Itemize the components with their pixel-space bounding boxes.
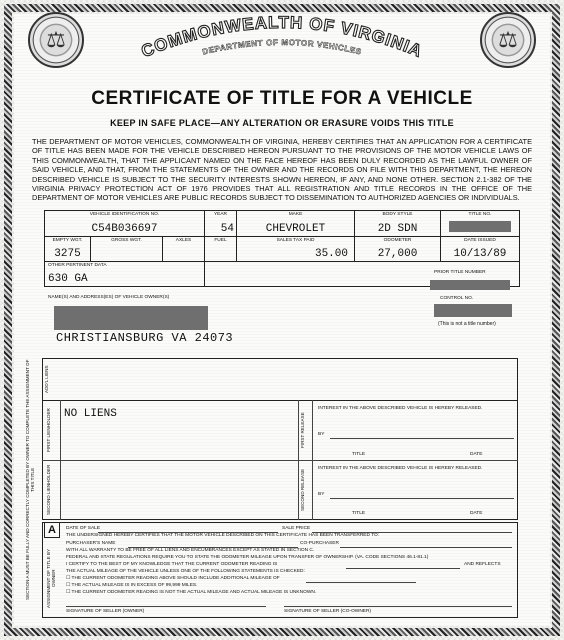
warning-text: KEEP IN SAFE PLACE—ANY ALTERATION OR ERASURE VOIDS THIS TITLE bbox=[110, 118, 454, 128]
title-no-redaction bbox=[449, 221, 511, 232]
prior-title-redaction bbox=[430, 280, 510, 290]
co-seller-signature-line[interactable] bbox=[284, 606, 512, 607]
second-by-label: BY bbox=[318, 492, 325, 497]
empty-wgt-value: 3275 bbox=[54, 248, 81, 260]
first-lien-value: NO LIENS bbox=[64, 408, 117, 420]
lien-label-divider bbox=[60, 400, 61, 520]
title-no-cell bbox=[441, 211, 519, 236]
co-purchaser-line[interactable] bbox=[340, 547, 512, 548]
second-by-line[interactable] bbox=[330, 498, 514, 499]
first-by-label: BY bbox=[318, 432, 325, 437]
year-label: YEAR bbox=[213, 212, 228, 217]
arc-title-line2: DEPARTMENT OF MOTOR VEHICLES bbox=[201, 37, 363, 57]
certification-paragraph: THE DEPARTMENT OF MOTOR VEHICLES, COMMONWEALTH OF VIRGINIA, HEREBY CERTIFIES THAT AN APPLICATION FOR A CERTIFICATE OF TITLE HAS BEEN MADE FOR THE VEHICLE DESCRIBED HEREON PURSUANT TO THE PROVISIONS OF THE MOTOR VEHICLE LAWS OF THIS COMMONWEALTH, THAT THE APPLICANT NAMED ON THE FACE HEREOF HAS BEEN DULY RECORDED AS THE LAWFUL OWNER OF SAID VEHICLE, AND THAT, FROM THE STATEMENTS OF THE OWNER AND THE RECORDS ON FILE WITH THIS DEPARTMENT, THE HEREON DESCRIBED VEHICLE IS SUBJECT TO THE SECURITY INTERESTS SHOWN HEREON, IF ANY, AND NONE OTHER. SECTION 2.1-382 OF THE VIRGINIA PRIVACY PROTECTION ACT OF 1976 PROVIDES THAT ALL REGISTRATION AND TITLE RECORDS IN THE OFFICE OF THE DEPARTMENT OF MOTOR VEHICLES ARE PUBLIC RECORDS SUBJECT TO DISSEMINATION TO AUTHORIZED AGENCIES OR INDIVIDUALS. bbox=[32, 137, 532, 203]
assignment-label: ASSIGNMENT OF TITLE BY OWNER bbox=[46, 548, 56, 608]
other-data-value: 630 GA bbox=[48, 273, 88, 285]
fuel-cell bbox=[205, 237, 237, 261]
section-side-note: SECTION A MUST BE FULLY AND CORRECTLY COMPLETED BY OWNER TO COMPLETE THE ASSIGNMENT OF THIS TITLE bbox=[25, 359, 35, 601]
assignment-line4: I CERTIFY TO THE BEST OF MY KNOWLEDGE THAT THE CURRENT ODOMETER READING IS bbox=[66, 562, 278, 567]
body-style-label: BODY STYLE bbox=[382, 212, 413, 217]
second-lienholder-label: SECOND LIENHOLDER bbox=[46, 464, 51, 516]
sales-tax-label: SALES TAX PAID bbox=[276, 238, 315, 243]
release-label-divider bbox=[312, 400, 313, 520]
second-release-text: INTEREST IN THE ABOVE DESCRIBED VEHICLE IS HEREBY RELEASED. bbox=[318, 466, 483, 471]
control-no-redaction bbox=[434, 304, 512, 317]
body-style-cell bbox=[355, 211, 441, 236]
odometer-label: ODOMETER bbox=[383, 238, 412, 243]
date-issued-label: DATE ISSUED bbox=[464, 238, 496, 243]
vin-cell bbox=[45, 211, 205, 236]
vin-value: C54B036697 bbox=[91, 223, 158, 235]
date-issued-cell bbox=[441, 237, 519, 261]
odometer-option-3[interactable]: ☐ THE CURRENT ODOMETER READING IS NOT THE ACTUAL MILEAGE AND ACTUAL MILEAGE IS UNKNOWN. bbox=[66, 590, 317, 595]
document-title: CERTIFICATE OF TITLE FOR A VEHICLE bbox=[91, 88, 473, 109]
axles-cell bbox=[163, 237, 205, 261]
fuel-label: FUEL bbox=[214, 238, 227, 243]
svg-text:DEPARTMENT OF MOTOR VEHICLES bbox=[202, 38, 363, 57]
grid-row-1 bbox=[45, 211, 519, 237]
first-date-label: DATE bbox=[470, 452, 483, 457]
year-cell bbox=[205, 211, 237, 236]
body-style-value: 2D SDN bbox=[377, 223, 418, 235]
make-label: MAKE bbox=[288, 212, 303, 217]
make-value: CHEVROLET bbox=[265, 223, 326, 235]
release-divider bbox=[298, 400, 299, 520]
grid-row-2 bbox=[45, 237, 519, 262]
assignment-line1: THE UNDERSIGNED HEREBY CERTIFIES THAT THE MOTOR VEHICLE DESCRIBED ON THIS CERTIFICATE HAS BEEN TRANSFERRED TO: bbox=[66, 533, 380, 538]
odometer-option-2[interactable]: ☐ THE ACTUAL MILEAGE IS IN EXCESS OF 99,999 MILES. bbox=[66, 583, 198, 588]
gross-wgt-label: GROSS WGT. bbox=[111, 238, 142, 243]
sales-tax-value: 35.00 bbox=[314, 248, 348, 260]
first-lienholder-label: FIRST LIENHOLDER bbox=[46, 408, 51, 452]
vehicle-info-grid bbox=[44, 210, 520, 287]
state-seal-left: ⚖ bbox=[28, 12, 84, 68]
date-issued-value: 10/13/89 bbox=[453, 248, 507, 260]
state-seal-right: ⚖ bbox=[480, 12, 536, 68]
addl-liens-box bbox=[42, 358, 518, 400]
seller-signature-line[interactable] bbox=[66, 606, 266, 607]
vin-label: VEHICLE IDENTIFICATION NO. bbox=[89, 212, 160, 217]
title-no-label: TITLE NO. bbox=[468, 212, 492, 217]
svg-text:COMMONWEALTH OF VIRGINIA bbox=[139, 13, 426, 61]
year-value: 54 bbox=[220, 223, 234, 235]
assignment-line3: FEDERAL AND STATE REGULATIONS REQUIRE YOU TO STATE THE ODOMETER MILEAGE UPON TRANSFER OF OWNERSHIP. (VA. CODE SECTIONS 46.1-81.1) bbox=[66, 555, 429, 560]
second-release-label: SECOND RELEASE bbox=[300, 468, 305, 512]
arc-title-line1: COMMONWEALTH OF VIRGINIA bbox=[138, 12, 426, 62]
empty-wgt-cell bbox=[45, 237, 91, 261]
odometer-option-1[interactable]: ☐ THE CURRENT ODOMETER READING ABOVE SHOULD INCLUDE ADDITIONAL MILEAGE OF bbox=[66, 576, 280, 581]
owner-name-redaction bbox=[54, 306, 208, 330]
date-of-sale-label: DATE OF SALE bbox=[66, 526, 101, 531]
not-title-note: (This is not a title number) bbox=[438, 321, 496, 327]
assignment-line2: WITH ALL WARRANTY TO BE FREE OF ALL LIENS AND ENCUMBRANCES EXCEPT AS STATED IN SECTION C. bbox=[66, 548, 315, 553]
assignment-line5: THE ACTUAL MILEAGE OF THE VEHICLE UNLESS ONE OF THE FOLLOWING STATEMENTS IS CHECKED: bbox=[66, 569, 305, 574]
first-release-label: FIRST RELEASE bbox=[300, 412, 305, 448]
sales-tax-cell bbox=[237, 237, 355, 261]
seller-signature-label: SIGNATURE OF SELLER (OWNER) bbox=[66, 609, 145, 614]
and-reflects-label: AND REFLECTS bbox=[464, 562, 501, 567]
first-release-text: INTEREST IN THE ABOVE DESCRIBED VEHICLE IS HEREBY RELEASED. bbox=[318, 406, 483, 411]
other-data-label: OTHER PERTINENT DATA bbox=[48, 263, 107, 268]
co-seller-signature-label: SIGNATURE OF SELLER (CO-OWNER) bbox=[284, 609, 372, 614]
additional-mileage-line[interactable] bbox=[306, 582, 416, 583]
axles-label: AXLES bbox=[175, 238, 192, 243]
control-no-label: CONTROL NO. bbox=[440, 296, 474, 301]
make-cell bbox=[237, 211, 355, 236]
empty-wgt-label: EMPTY WGT. bbox=[52, 238, 83, 243]
lien-divider bbox=[42, 460, 518, 461]
second-title-label: TITLE bbox=[352, 511, 366, 516]
prior-title-label: PRIOR TITLE NUMBER bbox=[434, 270, 486, 275]
first-title-label: TITLE bbox=[352, 452, 366, 457]
sale-price-label: SALE PRICE bbox=[282, 526, 311, 531]
gross-wgt-cell bbox=[91, 237, 163, 261]
owner-label: NAME(S) AND ADDRESS(ES) OF VEHICLE OWNER(S) bbox=[48, 295, 170, 300]
second-date-label: DATE bbox=[470, 511, 483, 516]
owner-city: CHRISTIANSBURG VA 24073 bbox=[56, 331, 234, 345]
co-purchaser-label: CO-PURCHASER bbox=[300, 541, 339, 546]
section-a-marker: A bbox=[44, 522, 60, 538]
odometer-cell bbox=[355, 237, 441, 261]
addl-liens-label: ADD'L LIENS bbox=[44, 365, 49, 393]
first-by-line[interactable] bbox=[330, 438, 514, 439]
other-data-cell bbox=[45, 262, 205, 286]
purchaser-label: PURCHASER'S NAME bbox=[66, 541, 116, 546]
odometer-reading-line[interactable] bbox=[346, 568, 460, 569]
odometer-value: 27,000 bbox=[377, 248, 418, 260]
